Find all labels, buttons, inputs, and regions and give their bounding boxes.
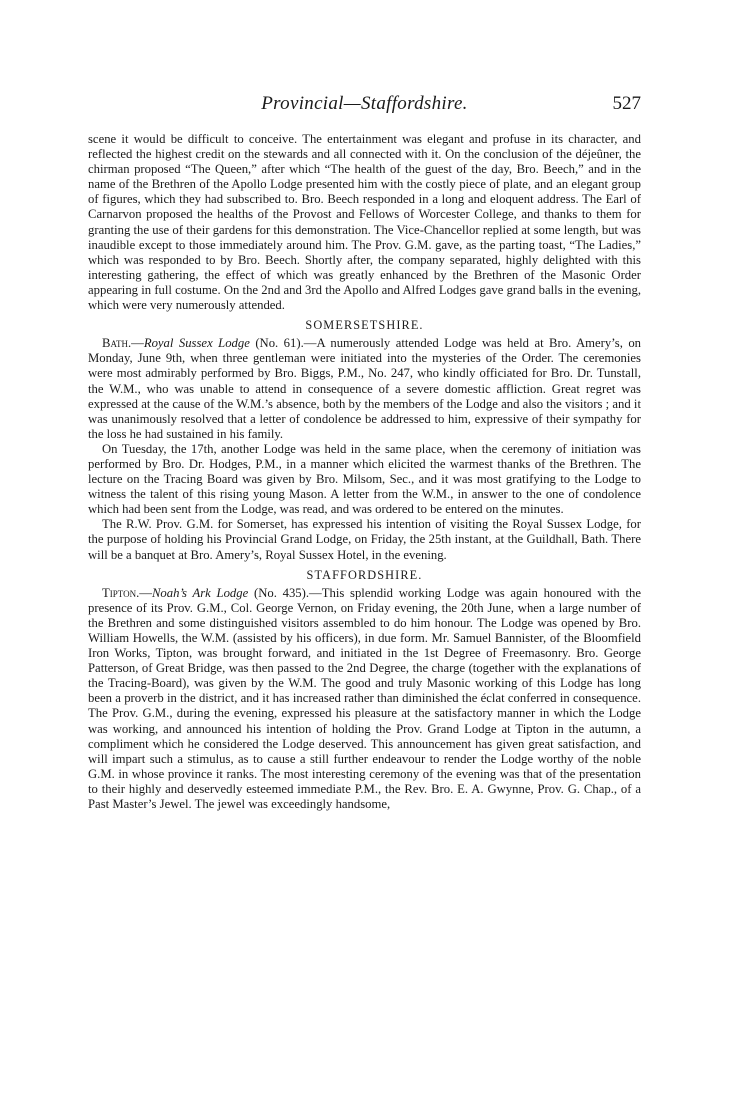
paragraph-continued: scene it would be difficult to conceive. The entertainment was elegant and profuse in its character, and reflected the highest credit on the stewards and all connected with it. On the conclusion of the déjeûner, the chirman proposed “The Queen,” after which “The health of the guest of the day, Bro. Beech,” and in the name of the Brethren of the Apollo Lodge presented him with the costly piece of plate, and an elegant group of figures, which they had subscribed to. Bro. Beech responded in a long and eloquent address. The Earl of Carnarvon proposed the healths of the Provost and Fellows of Worcester College, and thanks to them for granting the use of their gardens for this demonstration. The Vice-Chancellor replied at some length, but was inaudible except to those immediately around him. The Prov. G.M. gave, as the parting toast, “The Ladies,” which was responded to by Bro. Beech. Shortly after, the company separated, highly delighted with this interesting gathering, the effect of which was greatly enhanced by the Brethren of the Masonic Order appearing in full costume. On the 2nd and 3rd the Apollo and Alfred Lodges gave grand balls in the evening, which were very numerously attended. xyxy=(88,132,641,313)
place-name: Bath. xyxy=(102,336,132,351)
paragraph-bath: Bath.—Royal Sussex Lodge (No. 61).—A numerously attended Lodge was held at Bro. Amery’s, on Monday, June 9th, when three gentleman were initiated into the mysteries of the Order. The ceremonies were most admirably performed by Bro. Biggs, P.M., No. 247, who kindly officiated for Bro. Dr. Tunstall, the W.M., who was unable to attend in consequence of a severe domestic affliction. Great regret was expressed at the cause of the W.M.’s absence, both by the members of the Lodge and also the visitors ; and it was unanimously resolved that a letter of condolence be addressed to him, expressive of their sympathy for the loss he had sustained in his family. xyxy=(88,336,642,441)
running-title: Provincial—Staffordshire. xyxy=(261,93,468,114)
section-heading-staffordshire: STAFFORDSHIRE. xyxy=(306,567,423,582)
place-name: Tipton. xyxy=(102,585,140,600)
paragraph-text: (No. 61).—A numerously attended Lodge was held at Bro. Amery’s, on Monday, June 9th, when three gentleman were initiated into the mysteries of the Order. The ceremonies were most admirably performed by Bro. Biggs, P.M., No. 247, who kindly officiated for Bro. Dr. Tunstall, the W.M., who was unable to attend in consequence of a severe domestic affliction. Great regret was expressed at the cause of the W.M.’s absence, both by the members of the Lodge and also the visitors ; and it was unanimously resolved that a letter of condolence be addressed to him, expressive of their sympathy for the loss he had sustained in his family. xyxy=(88,336,642,441)
section-heading-somersetshire: SOMERSETSHIRE. xyxy=(305,318,424,333)
lodge-name: Noah’s Ark Lodge xyxy=(151,585,249,600)
paragraph-second-lodge: On Tuesday, the 17th, another Lodge was held in the same place, when the ceremony of initiation was performed by Bro. Dr. Hodges, P.M., in a manner which elicited the warmest thanks of the Brethren. The lecture on the Tracing Board was given by Bro. Milsom, Sec., and it was most gratifying to the Lodge to witness the talent of this rising young Mason. A letter from the W.M., in answer to the one of condolence which had been sent from the Lodge, was read, and was ordered to be entered on the minutes. xyxy=(88,441,641,517)
body-text xyxy=(88,132,641,812)
lodge-name: Royal Sussex Lodge xyxy=(143,336,250,351)
page-number: 527 xyxy=(612,93,641,114)
paragraph-tipton: Tipton.—Noah’s Ark Lodge (No. 435).—This splendid working Lodge was again honoured with the presence of its Prov. G.M., Col. George Vernon, on Friday evening, the 20th June, when a large number of the Brethren and some distinguished visitors assembled to do him honour. The Lodge was opened by Bro. William Howells, the W.M. (assisted by his officers), in due form. Mr. Samuel Bannister, of the Bloomfield Iron Works, Tipton, was brought forward, and initiated in the 1st Degree of Freemasonry. Bro. George Patterson, of Great Bridge, was then passed to the 2nd Degree, the charge (together with the explanations of the Tracing-Board), was given by the W.M. The good and truly Masonic working of this Lodge has long been a proverb in the district, and it has increased rather than diminished the éclat conferred in consequence. The Prov. G.M., during the evening, expressed his pleasure at the satisfactory manner in which the Lodge was working, and announced his intention of holding the Prov. Grand Lodge at Tipton in the autumn, a compliment which he considered the Lodge deserved. This announcement has given great satisfaction, and will impart such a stimulus, as to cause a still further endeavour to render the Lodge worthy of the noble G.M. in whose province it ranks. The most interesting ceremony of the evening was that of the presentation to their highly and deservedly esteemed immediate P.M., the Rev. Bro. E. A. Gwynne, Prov. G. Chap., of a Past Master’s Jewel. The jewel was exceedingly handsome, xyxy=(88,585,642,812)
paragraph-text: (No. 435).—This splendid working Lodge was again honoured with the presence of its Prov. G.M., Col. George Vernon, on Friday evening, the 20th June, when a large number of the Brethren and some distinguished visitors assembled to do him honour. The Lodge was opened by Bro. William Howells, the W.M. (assisted by his officers), in due form. Mr. Samuel Bannister, of the Bloomfield Iron Works, Tipton, was brought forward, and initiated in the 1st Degree of Freemasonry. Bro. George Patterson, of Great Bridge, was then passed to the 2nd Degree, the charge (together with the explanations of the Tracing-Board), was given by the W.M. The good and truly Masonic working of this Lodge has long been a proverb in the district, and it has increased rather than diminished the éclat conferred in consequence. The Prov. G.M., during the evening, expressed his pleasure at the satisfactory manner in which the Lodge was working, and announced his intention of holding the Prov. Grand Lodge at Tipton in the autumn, a compliment which he considered the Lodge deserved. This announcement has given great satisfaction, and will impart such a stimulus, as to cause a still further endeavour to render the Lodge worthy of the noble G.M. in whose province it ranks. The most interesting ceremony of the evening was that of the presentation to their highly and deservedly esteemed immediate P.M., the Rev. Bro. E. A. Gwynne, Prov. G. Chap., of a Past Master’s Jewel. The jewel was exceedingly handsome, xyxy=(88,585,642,812)
paragraph-prov-gm-visit: The R.W. Prov. G.M. for Somerset, has expressed his intention of visiting the Royal Sussex Lodge, for the purpose of holding his Provincial Grand Lodge, on Friday, the 25th instant, at the Guildhall, Bath. There will be a banquet at Bro. Amery’s, Royal Sussex Hotel, in the evening. xyxy=(88,517,641,562)
page-header xyxy=(88,93,641,119)
